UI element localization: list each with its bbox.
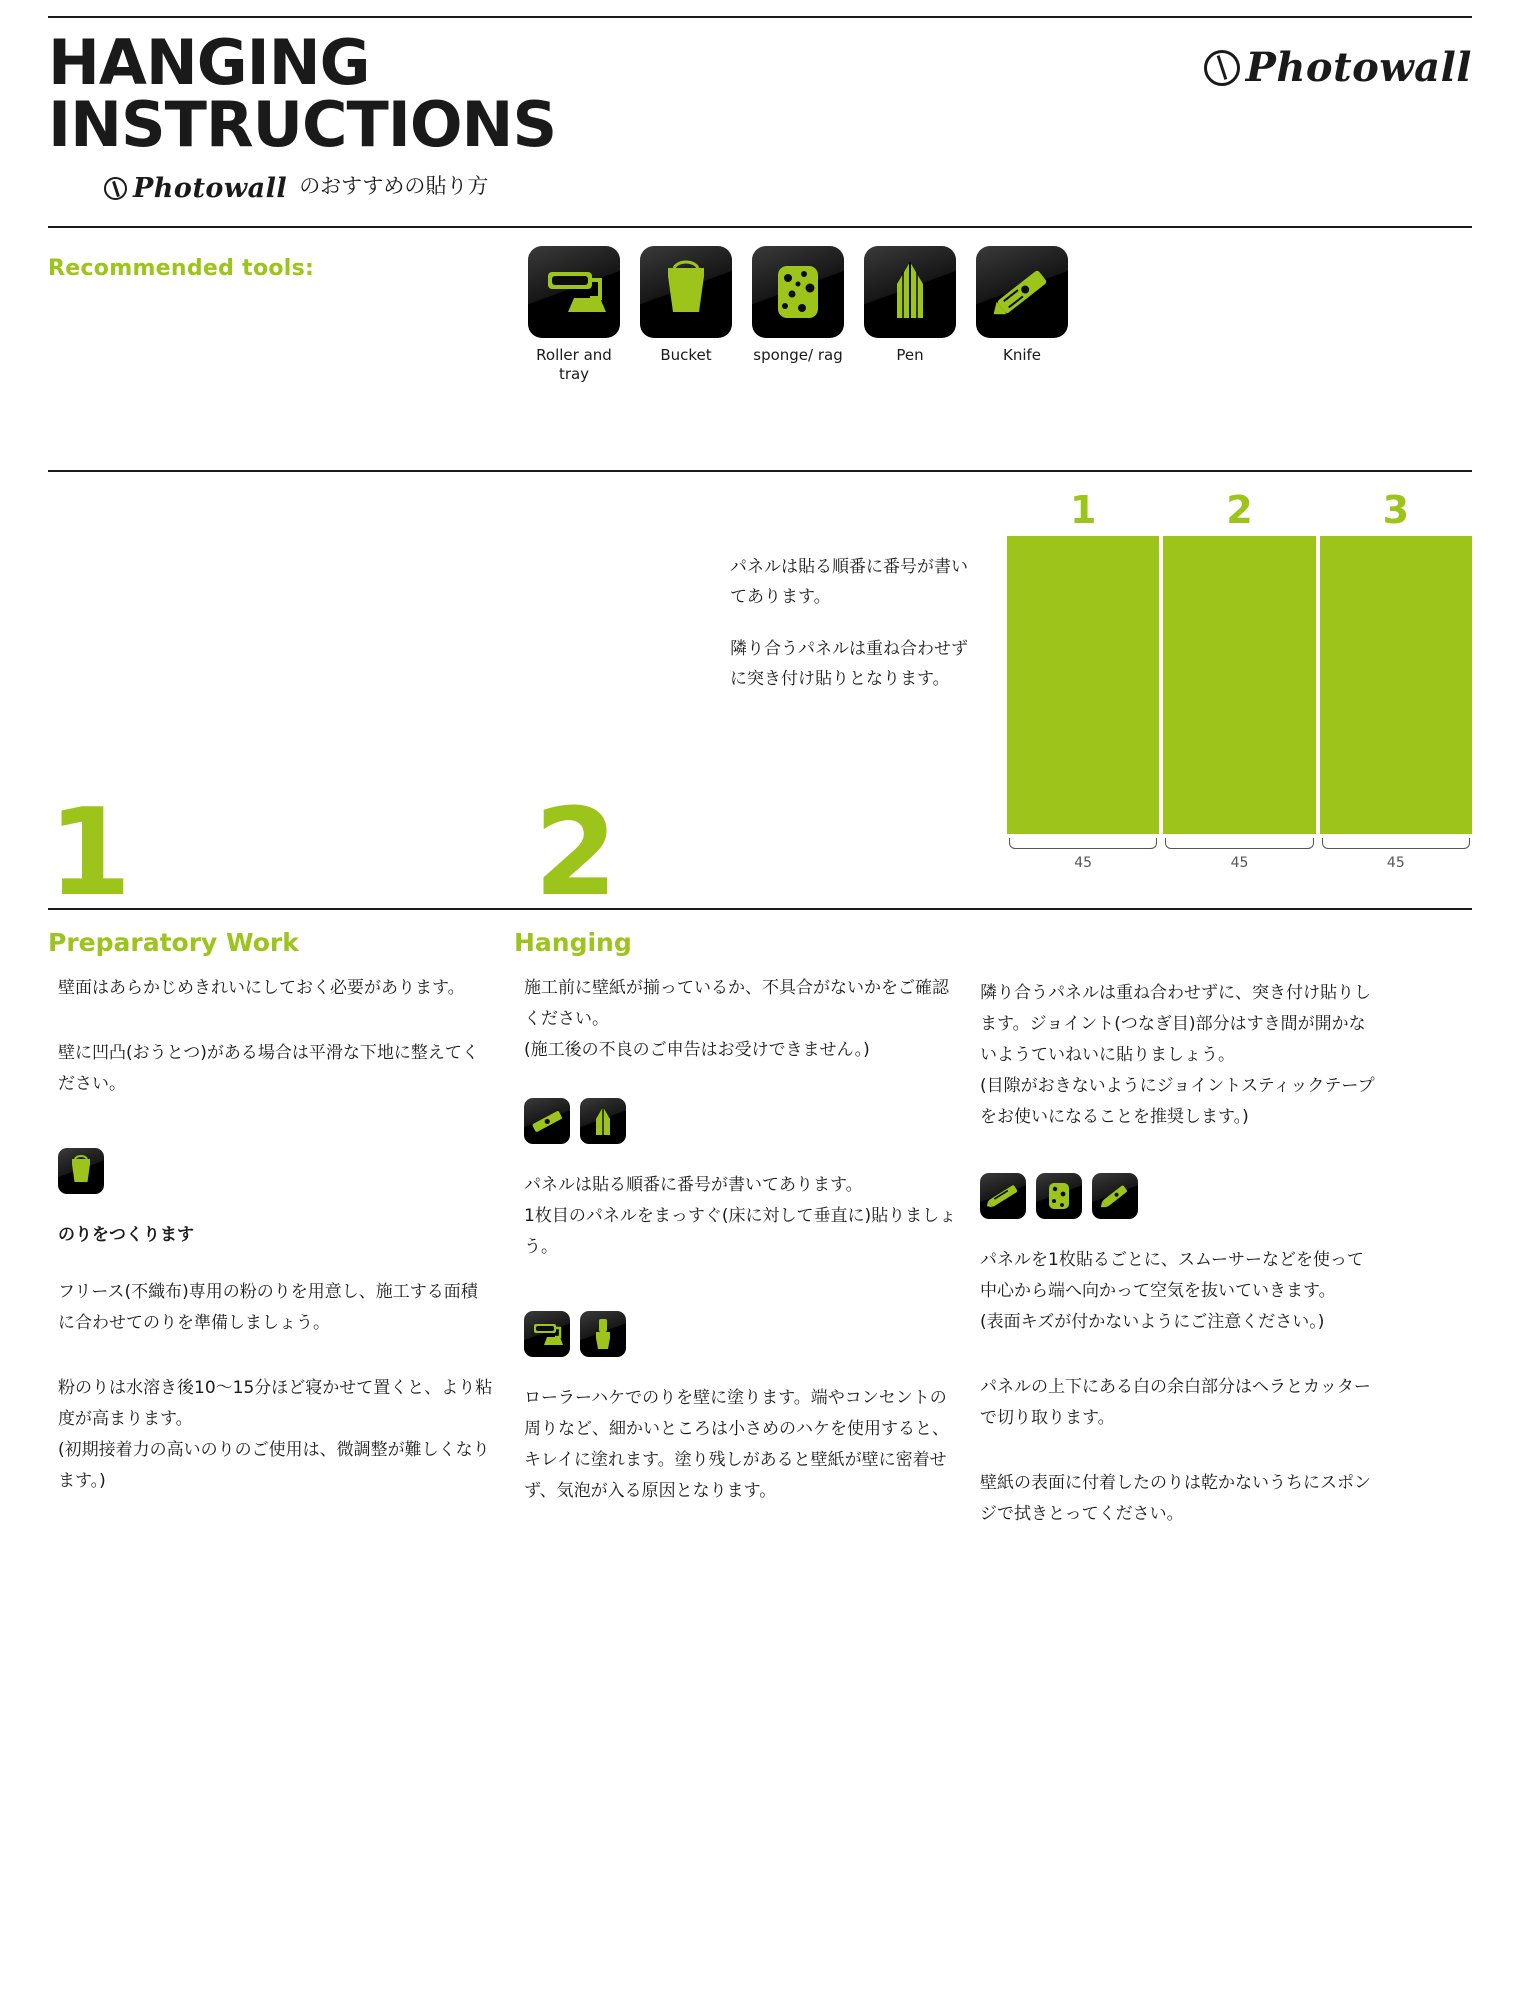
brace-icon <box>1009 838 1157 849</box>
bucket-icon <box>640 246 732 338</box>
panel-number: 1 <box>1069 488 1097 532</box>
instruction-columns <box>48 928 1472 1530</box>
knife-icon <box>1092 1173 1138 1219</box>
panels <box>1007 536 1472 834</box>
brush-icon <box>580 1311 626 1357</box>
step-number-2: 2 <box>534 784 618 923</box>
recommended-tools-label: Recommended tools: <box>48 256 315 281</box>
panel-note-2: 隣り合うパネルは重ね合わせずに突き付け貼りとなります。 <box>730 639 968 689</box>
prep-sub-heading: のりをつくります <box>58 1225 194 1245</box>
joints-paragraph-5: パネルの上下にある白の余白部分はヘラとカッターで切り取ります。 <box>980 1377 1371 1428</box>
bucket-icon <box>58 1148 104 1194</box>
joints-paragraph-3: パネルを1枚貼るごとに、スムーサーなどを使って中心から端へ向かって空気を抜いていきます。 <box>980 1250 1364 1301</box>
prep-paragraph-2: 壁に凹凸(おうとつ)がある場合は平滑な下地に整えてください。 <box>58 1043 479 1094</box>
prep-paragraph-1: 壁面はあらかじめきれいにしておく必要があります。 <box>58 978 465 998</box>
photowall-logo-text: Photowall <box>1245 44 1472 91</box>
header <box>48 18 1472 204</box>
knife-icon <box>976 246 1068 338</box>
sponge-icon <box>752 246 844 338</box>
joints-paragraph-2: (目隙がおきないようにジョイントスティックテープをお使いになることを推奨します。) <box>980 1076 1375 1127</box>
hanging-paragraph-4: 1枚目のパネルをまっすぐ(床に対して垂直に)貼りましょう。 <box>524 1206 957 1257</box>
divider-columns <box>48 908 1472 910</box>
tool-pen <box>864 246 956 384</box>
column-joints <box>980 928 1380 1530</box>
tool-caption: Knife <box>1002 346 1042 364</box>
sponge-icon <box>1036 1173 1082 1219</box>
hanging-icon-row-b <box>524 1311 960 1357</box>
tool-bucket <box>640 246 732 384</box>
panel-note-1: パネルは貼る順番に番号が書いてあります。 <box>730 557 968 607</box>
joints-icon-row <box>980 1173 1380 1219</box>
panel-number: 2 <box>1226 488 1253 532</box>
title-line-1: HANGING <box>48 26 370 99</box>
hanging-icon-row-a <box>524 1098 960 1144</box>
panel-width-value: 45 <box>1074 855 1093 871</box>
joints-paragraph-4: (表面キズが付かないようにご注意ください。) <box>980 1312 1325 1332</box>
step-number-1: 1 <box>48 784 132 923</box>
joints-paragraph-6: 壁紙の表面に付着したのりは乾かないうちにスポンジで拭きとってください。 <box>980 1473 1371 1524</box>
panel-width-braces <box>1007 836 1472 871</box>
prep-paragraph-5: (初期接着力の高いのりのご使用は、微調整が難しくなります。) <box>58 1440 490 1491</box>
tool-caption: Roller and tray <box>536 346 612 383</box>
panel-width-brace <box>1320 836 1472 871</box>
photowall-logo-small <box>104 173 287 204</box>
column-heading-preparatory: Preparatory Work <box>48 928 299 957</box>
prep-paragraph-4: 粉のりは水溶き後10〜15分ほど寝かせて置くと、より粘度が高まります。 <box>58 1378 493 1429</box>
panel-number: 3 <box>1382 488 1410 532</box>
panel-3 <box>1320 536 1472 834</box>
hanging-paragraph-1: 施工前に壁紙が揃っているか、不具合がないかをご確認ください。 <box>524 978 949 1029</box>
brace-icon <box>1165 838 1313 849</box>
tool-caption: Pen <box>896 346 924 364</box>
hanging-paragraph-3: パネルは貼る順番に番号が書いてあります。 <box>524 1175 863 1195</box>
hanging-paragraph-5: ローラーハケでのりを壁に塗ります。端やコンセントの周りなど、細かいところは小さめのハケを使用すると、キレイに塗れます。塗り残しがあると壁紙が壁に密着せず、気泡が入る原因となります。 <box>524 1388 949 1501</box>
tool-knife <box>976 246 1068 384</box>
panel-diagram-section <box>48 472 1472 923</box>
column-heading-hanging: Hanging <box>514 928 632 957</box>
column-hanging <box>514 928 980 1530</box>
divider-tools <box>48 226 1472 228</box>
brace-icon <box>1322 838 1470 849</box>
joints-paragraph-1: 隣り合うパネルは重ね合わせずに、突き付け貼りします。ジョイント(つなぎ目)部分はすき間が開かないようていねいに貼りましょう。 <box>980 983 1371 1065</box>
panel-width-value: 45 <box>1386 855 1405 871</box>
prep-paragraph-3: フリース(不織布)専用の粉のりを用意し、施工する面積に合わせてのりを準備しましょう。 <box>58 1282 478 1333</box>
paint-roller-icon <box>528 246 620 338</box>
pencil-icon <box>580 1098 626 1144</box>
panel-diagram <box>1007 490 1472 871</box>
subtitle-row <box>48 170 1472 204</box>
photowall-logo-text-small: Photowall <box>133 173 288 204</box>
tool-caption: sponge/ rag <box>753 346 843 364</box>
panel-width-value: 45 <box>1230 855 1249 871</box>
smoother-icon <box>980 1173 1026 1219</box>
recommended-tools-section <box>48 246 1472 384</box>
panel-numbers <box>1007 490 1472 530</box>
instruction-sheet <box>0 16 1520 2016</box>
pencil-icon <box>864 246 956 338</box>
photowall-logo <box>1204 44 1472 91</box>
panel-1 <box>1007 536 1159 834</box>
panel-width-brace <box>1163 836 1315 871</box>
subtitle-japanese: のおすすめの貼り方 <box>299 174 489 198</box>
hanging-paragraph-2: (施工後の不良のご申告はお受けできません。) <box>524 1040 870 1060</box>
level-icon <box>524 1098 570 1144</box>
tool-caption: Bucket <box>660 346 712 364</box>
tool-sponge <box>752 246 844 384</box>
panel-diagram-note <box>730 552 980 716</box>
tools-list <box>528 246 1068 384</box>
panel-2 <box>1163 536 1315 834</box>
title-line-2: INSTRUCTIONS <box>48 88 557 161</box>
tool-roller <box>528 246 620 384</box>
photowall-mark-icon <box>1204 50 1240 86</box>
photowall-mark-icon <box>104 177 127 200</box>
paint-roller-icon <box>524 1311 570 1357</box>
prep-icon-row <box>58 1148 494 1194</box>
panel-width-brace <box>1007 836 1159 871</box>
column-preparatory-work <box>48 928 514 1530</box>
